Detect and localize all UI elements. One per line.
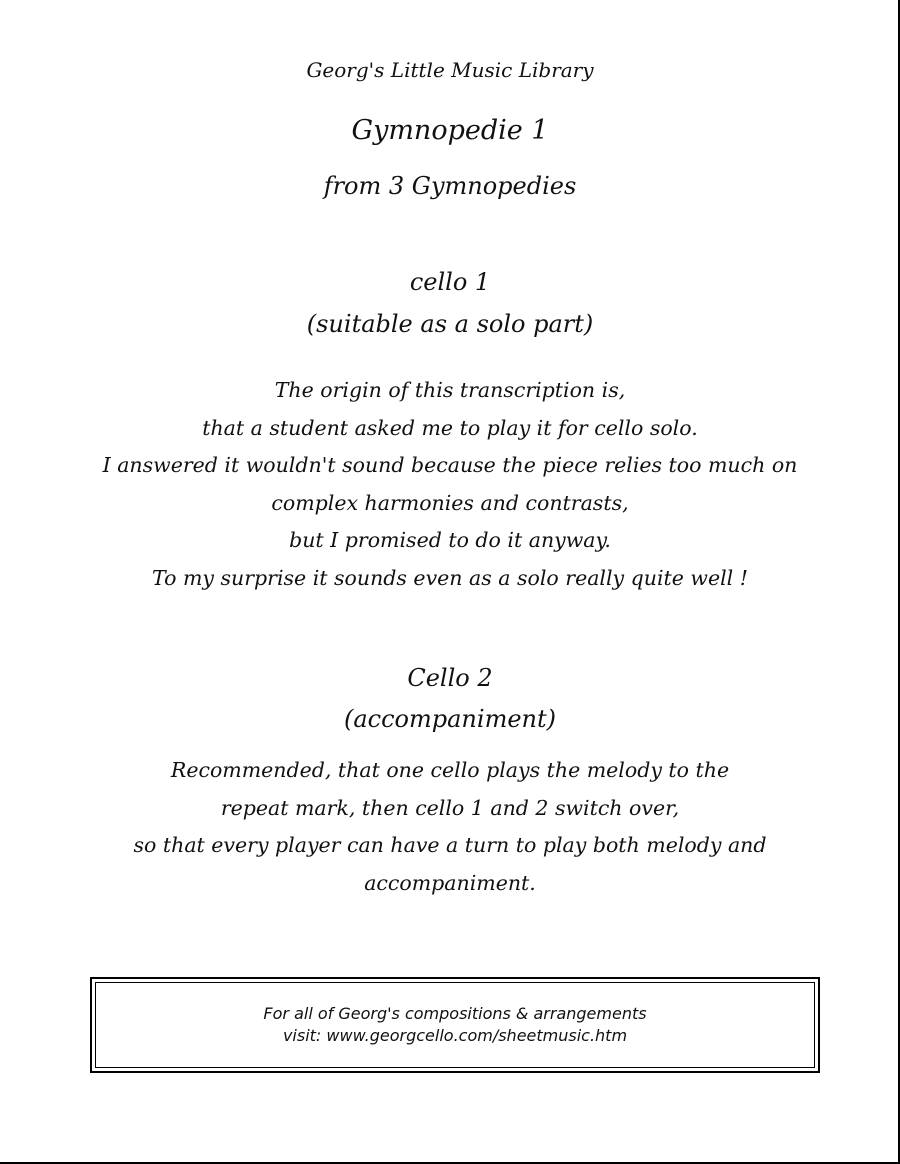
- description-line: I answered it wouldn't sound because the piece relies too much on: [102, 453, 798, 477]
- library-name: Georg's Little Music Library: [306, 58, 594, 82]
- description-line: The origin of this transcription is,: [274, 378, 626, 402]
- part1-name: cello 1: [409, 268, 491, 296]
- part2-description: [0, 752, 900, 902]
- part2-name: Cello 2: [407, 664, 493, 692]
- description-line: but I promised to do it anyway.: [289, 528, 611, 552]
- part2-note: (accompaniment): [344, 705, 556, 733]
- piece-title: Gymnopedie 1: [351, 115, 549, 146]
- part1-description: [0, 372, 900, 597]
- footer-website: visit: www.georgcello.com/sheetmusic.htm: [282, 1026, 628, 1045]
- description-line: complex harmonies and contrasts,: [271, 490, 629, 515]
- description-line: so that every player can have a turn to play both melody and: [133, 833, 767, 857]
- footer-inner: [95, 982, 815, 1068]
- footer-line1: For all of Georg's compositions & arrangements: [263, 1004, 647, 1023]
- description-line: accompaniment.: [364, 870, 536, 895]
- footer-box: [90, 977, 820, 1073]
- piece-subtitle: from 3 Gymnopedies: [323, 172, 577, 200]
- description-line: that a student asked me to play it for cello solo.: [202, 415, 698, 440]
- description-line: To my surprise it sounds even as a solo really quite well !: [152, 565, 748, 590]
- description-line: repeat mark, then cello 1 and 2 switch over,: [220, 795, 680, 820]
- description-line: Recommended, that one cello plays the melody to the: [170, 758, 730, 782]
- part1-note: (suitable as a solo part): [306, 310, 594, 338]
